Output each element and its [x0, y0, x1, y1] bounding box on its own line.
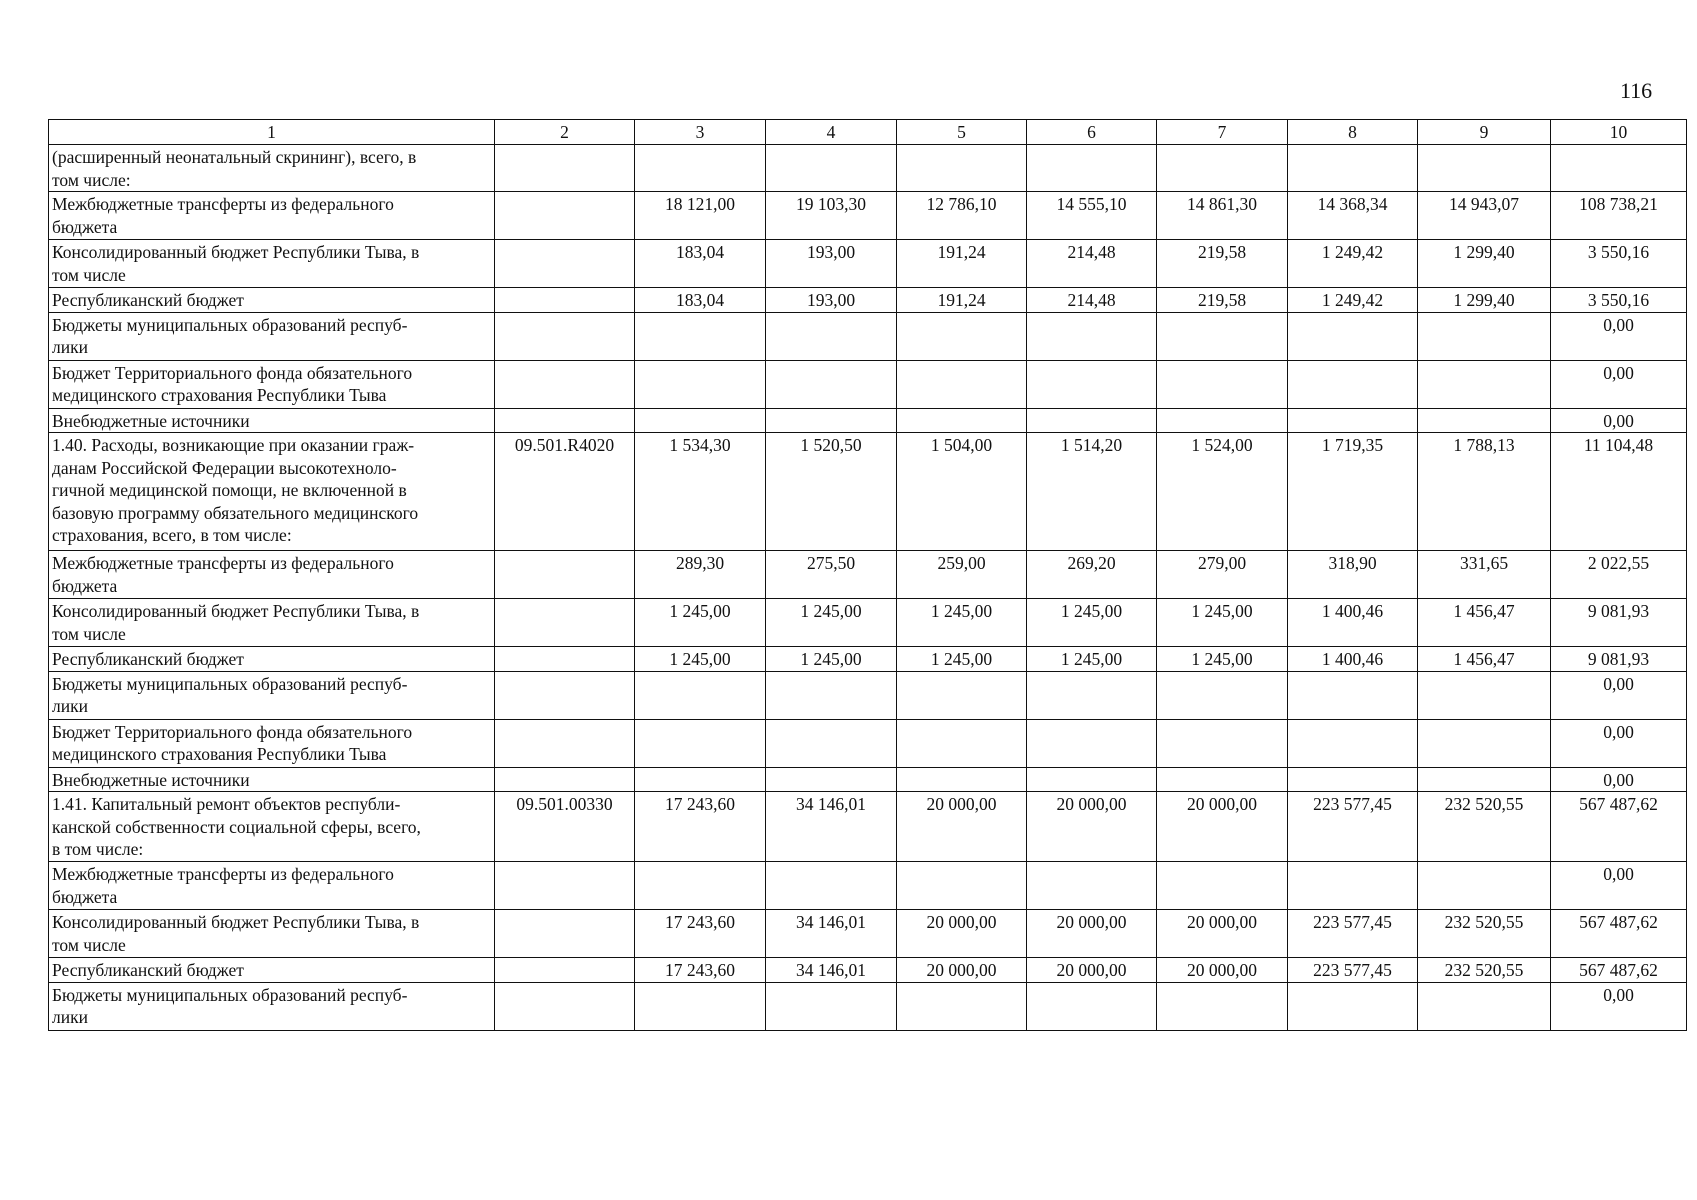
row-label: Республиканский бюджет	[49, 958, 495, 983]
column-number: 8	[1288, 120, 1418, 145]
table-row	[49, 767, 1687, 792]
amount-cell	[635, 408, 766, 433]
table-row	[49, 910, 1687, 958]
amount-cell: 1 245,00	[897, 647, 1027, 672]
amount-cell: 223 577,45	[1288, 910, 1418, 958]
budget-code: 09.501.R4020	[495, 433, 635, 551]
budget-code	[495, 551, 635, 599]
amount-cell: 0,00	[1551, 719, 1687, 767]
amount-cell	[1288, 719, 1418, 767]
amount-cell: 19 103,30	[766, 192, 897, 240]
amount-cell	[635, 145, 766, 192]
amount-cell: 1 249,42	[1288, 288, 1418, 313]
column-number: 1	[49, 120, 495, 145]
amount-cell: 0,00	[1551, 982, 1687, 1030]
amount-cell: 223 577,45	[1288, 958, 1418, 983]
amount-cell	[766, 145, 897, 192]
amount-cell: 1 400,46	[1288, 599, 1418, 647]
budget-code	[495, 145, 635, 192]
table-row	[49, 433, 1687, 551]
row-label: Консолидированный бюджет Республики Тыва, в том числе	[49, 599, 495, 647]
amount-cell	[1027, 982, 1157, 1030]
amount-cell	[1027, 312, 1157, 360]
amount-cell	[1157, 862, 1288, 910]
amount-cell: 20 000,00	[1027, 958, 1157, 983]
amount-cell	[1418, 671, 1551, 719]
amount-cell: 214,48	[1027, 288, 1157, 313]
row-label: (расширенный неонатальный скрининг), всего, в том числе:	[49, 145, 495, 192]
amount-cell	[1027, 767, 1157, 792]
table-row	[49, 240, 1687, 288]
table-row	[49, 671, 1687, 719]
amount-cell	[635, 862, 766, 910]
row-label: Внебюджетные источники	[49, 767, 495, 792]
amount-cell	[1418, 862, 1551, 910]
amount-cell: 9 081,93	[1551, 647, 1687, 672]
amount-cell	[1551, 145, 1687, 192]
row-label: Бюджет Территориального фонда обязательного медицинского страхования Республики Тыва	[49, 360, 495, 408]
amount-cell	[1288, 862, 1418, 910]
amount-cell: 1 245,00	[1157, 647, 1288, 672]
amount-cell: 2 022,55	[1551, 551, 1687, 599]
amount-cell: 219,58	[1157, 240, 1288, 288]
amount-cell	[1157, 312, 1288, 360]
amount-cell: 1 504,00	[897, 433, 1027, 551]
amount-cell: 219,58	[1157, 288, 1288, 313]
row-label: Бюджеты муниципальных образований респуб- лики	[49, 671, 495, 719]
amount-cell: 1 245,00	[1027, 647, 1157, 672]
amount-cell: 1 520,50	[766, 433, 897, 551]
amount-cell	[766, 862, 897, 910]
amount-cell	[897, 671, 1027, 719]
table-row	[49, 719, 1687, 767]
budget-code	[495, 767, 635, 792]
amount-cell	[635, 360, 766, 408]
amount-cell: 567 487,62	[1551, 792, 1687, 862]
amount-cell	[635, 312, 766, 360]
amount-cell: 1 245,00	[1157, 599, 1288, 647]
amount-cell	[1157, 360, 1288, 408]
amount-cell: 0,00	[1551, 767, 1687, 792]
amount-cell	[1157, 145, 1288, 192]
amount-cell	[1288, 145, 1418, 192]
amount-cell: 34 146,01	[766, 910, 897, 958]
amount-cell	[1157, 982, 1288, 1030]
budget-table	[48, 119, 1687, 1031]
column-number: 10	[1551, 120, 1687, 145]
amount-cell: 1 245,00	[897, 599, 1027, 647]
amount-cell: 1 299,40	[1418, 288, 1551, 313]
table-row	[49, 792, 1687, 862]
row-label: Внебюджетные источники	[49, 408, 495, 433]
table-row	[49, 312, 1687, 360]
amount-cell	[1027, 862, 1157, 910]
amount-cell	[1157, 767, 1288, 792]
amount-cell: 0,00	[1551, 312, 1687, 360]
amount-cell: 1 245,00	[635, 647, 766, 672]
budget-code	[495, 647, 635, 672]
table-header-row	[49, 120, 1687, 145]
amount-cell: 9 081,93	[1551, 599, 1687, 647]
amount-cell: 17 243,60	[635, 792, 766, 862]
amount-cell	[635, 719, 766, 767]
budget-code	[495, 719, 635, 767]
amount-cell	[635, 671, 766, 719]
amount-cell: 193,00	[766, 240, 897, 288]
amount-cell	[1288, 671, 1418, 719]
amount-cell: 20 000,00	[897, 958, 1027, 983]
amount-cell: 1 514,20	[1027, 433, 1157, 551]
row-label: Межбюджетные трансферты из федерального бюджета	[49, 551, 495, 599]
column-number: 4	[766, 120, 897, 145]
budget-code: 09.501.00330	[495, 792, 635, 862]
amount-cell: 34 146,01	[766, 958, 897, 983]
amount-cell	[1288, 312, 1418, 360]
amount-cell	[1157, 671, 1288, 719]
amount-cell	[766, 719, 897, 767]
amount-cell: 0,00	[1551, 360, 1687, 408]
amount-cell: 214,48	[1027, 240, 1157, 288]
table-row	[49, 862, 1687, 910]
amount-cell	[766, 982, 897, 1030]
amount-cell: 20 000,00	[1027, 792, 1157, 862]
amount-cell: 279,00	[1157, 551, 1288, 599]
row-label: Бюджет Территориального фонда обязательного медицинского страхования Республики Тыва	[49, 719, 495, 767]
amount-cell: 1 456,47	[1418, 647, 1551, 672]
row-label: 1.40. Расходы, возникающие при оказании граж- данам Российской Федерации высокотехноло- гичной медицинской помощи, не включенной в базовую программу обязательного медицинского страхования, всего, в том числе:	[49, 433, 495, 551]
amount-cell: 17 243,60	[635, 910, 766, 958]
amount-cell: 1 249,42	[1288, 240, 1418, 288]
budget-code	[495, 958, 635, 983]
table-row	[49, 408, 1687, 433]
table-row	[49, 551, 1687, 599]
amount-cell	[766, 767, 897, 792]
row-label: Республиканский бюджет	[49, 288, 495, 313]
amount-cell: 232 520,55	[1418, 910, 1551, 958]
amount-cell: 1 245,00	[766, 599, 897, 647]
amount-cell: 1 719,35	[1288, 433, 1418, 551]
amount-cell: 183,04	[635, 288, 766, 313]
table-row	[49, 360, 1687, 408]
amount-cell: 11 104,48	[1551, 433, 1687, 551]
row-label: Межбюджетные трансферты из федерального бюджета	[49, 862, 495, 910]
amount-cell: 567 487,62	[1551, 910, 1687, 958]
table-row	[49, 982, 1687, 1030]
amount-cell: 12 786,10	[897, 192, 1027, 240]
amount-cell	[1288, 982, 1418, 1030]
amount-cell: 1 245,00	[1027, 599, 1157, 647]
budget-code	[495, 288, 635, 313]
budget-code	[495, 910, 635, 958]
amount-cell	[1288, 360, 1418, 408]
amount-cell: 275,50	[766, 551, 897, 599]
amount-cell	[1418, 719, 1551, 767]
amount-cell: 0,00	[1551, 862, 1687, 910]
row-label: Консолидированный бюджет Республики Тыва, в том числе	[49, 910, 495, 958]
amount-cell: 232 520,55	[1418, 958, 1551, 983]
amount-cell: 3 550,16	[1551, 288, 1687, 313]
amount-cell	[1418, 360, 1551, 408]
amount-cell	[897, 862, 1027, 910]
amount-cell: 20 000,00	[897, 910, 1027, 958]
amount-cell	[897, 360, 1027, 408]
budget-code	[495, 982, 635, 1030]
amount-cell: 34 146,01	[766, 792, 897, 862]
amount-cell	[766, 312, 897, 360]
amount-cell	[1027, 408, 1157, 433]
column-number: 7	[1157, 120, 1288, 145]
amount-cell: 191,24	[897, 240, 1027, 288]
amount-cell: 14 943,07	[1418, 192, 1551, 240]
amount-cell	[635, 982, 766, 1030]
column-number: 3	[635, 120, 766, 145]
amount-cell	[1027, 145, 1157, 192]
amount-cell: 20 000,00	[1157, 792, 1288, 862]
column-number: 5	[897, 120, 1027, 145]
amount-cell: 1 788,13	[1418, 433, 1551, 551]
amount-cell: 108 738,21	[1551, 192, 1687, 240]
amount-cell	[897, 408, 1027, 433]
amount-cell: 18 121,00	[635, 192, 766, 240]
amount-cell	[897, 312, 1027, 360]
amount-cell: 17 243,60	[635, 958, 766, 983]
amount-cell: 259,00	[897, 551, 1027, 599]
budget-code	[495, 240, 635, 288]
budget-code	[495, 671, 635, 719]
amount-cell	[766, 408, 897, 433]
amount-cell: 1 245,00	[766, 647, 897, 672]
table-row	[49, 599, 1687, 647]
amount-cell	[1418, 145, 1551, 192]
amount-cell	[1288, 767, 1418, 792]
amount-cell: 191,24	[897, 288, 1027, 313]
amount-cell: 14 861,30	[1157, 192, 1288, 240]
amount-cell: 14 555,10	[1027, 192, 1157, 240]
amount-cell: 318,90	[1288, 551, 1418, 599]
row-label: Консолидированный бюджет Республики Тыва, в том числе	[49, 240, 495, 288]
table-row	[49, 192, 1687, 240]
amount-cell: 1 524,00	[1157, 433, 1288, 551]
amount-cell	[766, 671, 897, 719]
amount-cell: 3 550,16	[1551, 240, 1687, 288]
amount-cell: 0,00	[1551, 671, 1687, 719]
amount-cell: 289,30	[635, 551, 766, 599]
amount-cell: 193,00	[766, 288, 897, 313]
amount-cell	[635, 767, 766, 792]
budget-code	[495, 360, 635, 408]
amount-cell: 1 299,40	[1418, 240, 1551, 288]
table-row	[49, 288, 1687, 313]
amount-cell: 1 245,00	[635, 599, 766, 647]
row-label: 1.41. Капитальный ремонт объектов республи- канской собственности социальной сферы, всего, в том числе:	[49, 792, 495, 862]
amount-cell: 232 520,55	[1418, 792, 1551, 862]
amount-cell	[1027, 719, 1157, 767]
column-number: 9	[1418, 120, 1551, 145]
amount-cell	[1157, 408, 1288, 433]
amount-cell: 269,20	[1027, 551, 1157, 599]
amount-cell	[766, 360, 897, 408]
amount-cell	[1027, 360, 1157, 408]
amount-cell	[1288, 408, 1418, 433]
table-row	[49, 647, 1687, 672]
amount-cell: 0,00	[1551, 408, 1687, 433]
row-label: Бюджеты муниципальных образований респуб- лики	[49, 312, 495, 360]
amount-cell	[1418, 312, 1551, 360]
amount-cell: 223 577,45	[1288, 792, 1418, 862]
amount-cell	[1418, 408, 1551, 433]
table-row	[49, 145, 1687, 192]
amount-cell	[897, 767, 1027, 792]
amount-cell: 20 000,00	[1157, 910, 1288, 958]
row-label: Бюджеты муниципальных образований респуб- лики	[49, 982, 495, 1030]
amount-cell: 1 400,46	[1288, 647, 1418, 672]
budget-code	[495, 862, 635, 910]
amount-cell	[897, 719, 1027, 767]
row-label: Межбюджетные трансферты из федерального бюджета	[49, 192, 495, 240]
amount-cell: 20 000,00	[897, 792, 1027, 862]
amount-cell	[1418, 982, 1551, 1030]
amount-cell	[1027, 671, 1157, 719]
amount-cell: 14 368,34	[1288, 192, 1418, 240]
amount-cell	[897, 145, 1027, 192]
budget-code	[495, 408, 635, 433]
amount-cell: 567 487,62	[1551, 958, 1687, 983]
amount-cell: 183,04	[635, 240, 766, 288]
page-number: 116	[1620, 78, 1653, 103]
budget-code	[495, 192, 635, 240]
amount-cell: 20 000,00	[1157, 958, 1288, 983]
budget-code	[495, 312, 635, 360]
column-number: 2	[495, 120, 635, 145]
column-number: 6	[1027, 120, 1157, 145]
amount-cell	[1157, 719, 1288, 767]
amount-cell: 20 000,00	[1027, 910, 1157, 958]
amount-cell: 1 534,30	[635, 433, 766, 551]
amount-cell	[1418, 767, 1551, 792]
table-row	[49, 958, 1687, 983]
budget-code	[495, 599, 635, 647]
amount-cell: 1 456,47	[1418, 599, 1551, 647]
amount-cell	[897, 982, 1027, 1030]
amount-cell: 331,65	[1418, 551, 1551, 599]
row-label: Республиканский бюджет	[49, 647, 495, 672]
